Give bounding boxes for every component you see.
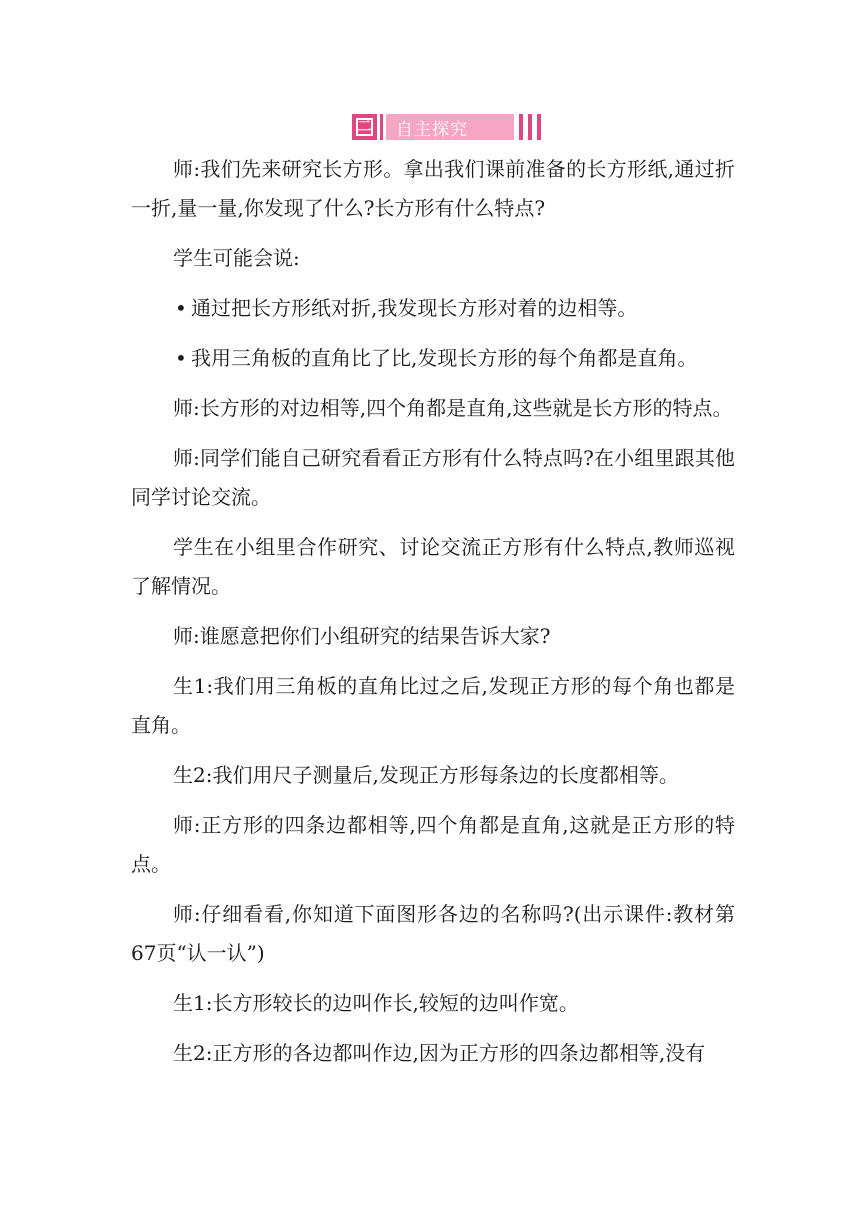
bullet-item	[131, 289, 735, 328]
paragraph: 师:仔细看看,你知道下面图形各边的名称吗?(出示课件:教材第67页“认一认”)	[131, 902, 735, 965]
paragraph: 生2:正方形的各边都叫作边,因为正方形的四条边都相等,没有	[173, 1041, 706, 1065]
section-number-badge	[352, 114, 377, 140]
bullet-item	[131, 339, 735, 378]
paragraph: 学生可能会说:	[173, 246, 300, 270]
bullet-dot: •	[175, 346, 187, 370]
paragraph: 师:同学们能自己研究看看正方形有什么特点吗?在小组里跟其他同学讨论交流。	[131, 446, 735, 509]
section-number: 二	[357, 119, 372, 135]
paragraph: 生1:我们用三角板的直角比过之后,发现正方形的每个角也都是直角。	[131, 674, 735, 737]
header-stripe	[519, 114, 523, 140]
bullet-text: 通过把长方形纸对折,我发现长方形对着的边相等。	[191, 296, 638, 320]
paragraph: 学生在小组里合作研究、讨论交流正方形有什么特点,教师巡视了解情况。	[131, 535, 735, 598]
document-body	[131, 150, 735, 1084]
header-stripe	[537, 114, 541, 140]
header-divider	[380, 114, 383, 140]
header-stripe	[528, 114, 532, 140]
bullet-dot: •	[175, 296, 187, 320]
section-header	[352, 114, 551, 140]
paragraph: 生1:长方形较长的边叫作长,较短的边叫作宽。	[173, 991, 579, 1015]
paragraph: 师:我们先来研究长方形。拿出我们课前准备的长方形纸,通过折一折,量一量,你发现了什么?长方形有什么特点?	[131, 157, 735, 220]
paragraph: 师:长方形的对边相等,四个角都是直角,这些就是长方形的特点。	[173, 396, 733, 420]
bullet-text: 我用三角板的直角比了比,发现长方形的每个角都是直角。	[191, 346, 698, 370]
paragraph: 师:谁愿意把你们小组研究的结果告诉大家?	[173, 624, 551, 648]
paragraph: 生2:我们用尺子测量后,发现正方形每条边的长度都相等。	[173, 763, 679, 787]
paragraph: 师:正方形的四条边都相等,四个角都是直角,这就是正方形的特点。	[131, 813, 735, 876]
section-title: 自主探究	[386, 114, 514, 140]
